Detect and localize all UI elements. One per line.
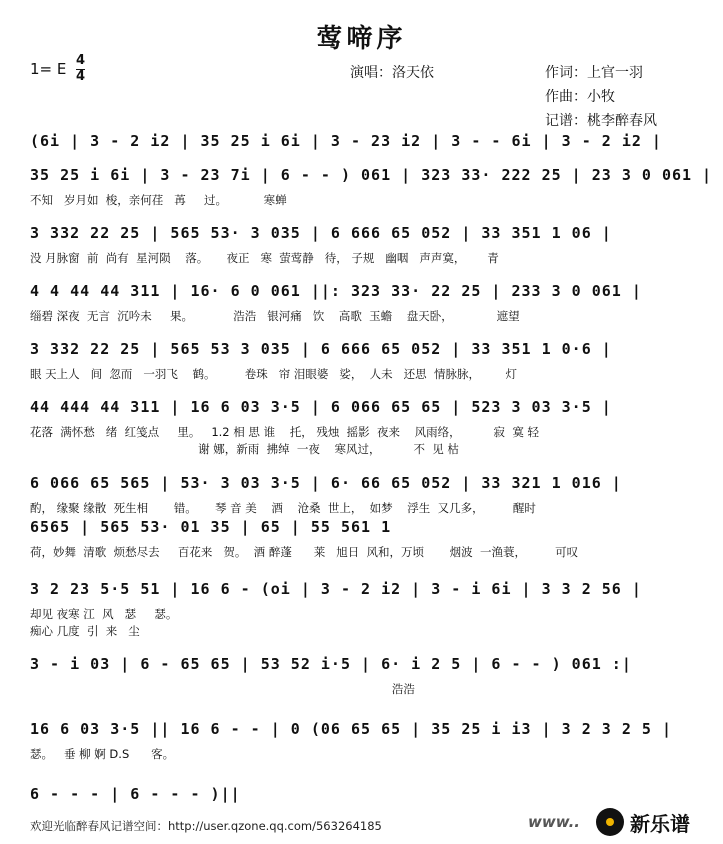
lyric-line: 没 月脉窗 前 尚有 星河陨 落。 夜正 寒 萤莺静 待， 子规 幽咽 声声寞， 青 [30,251,499,265]
score-line: 3 332 22 25 | 565 53 3 035 | 6 666 65 052 | 33 351 1 0·6 | [30,340,612,358]
site-logo [596,806,716,838]
score-line: 3 332 22 25 | 565 53· 3 035 | 6 666 65 052 | 33 351 1 06 | [30,224,612,242]
score-line: 3 - i 03 | 6 - 65 65 | 53 52 i·5 | 6· i 2 5 | 6 - - ) 061 :| [30,655,632,673]
disc-icon [596,808,624,836]
time-top: 4 [76,53,86,68]
score-line: 6565 | 565 53· 01 35 | 65 | 55 561 1 [30,518,392,536]
score-line: 6 - - - | 6 - - - )|| [30,785,241,803]
time-signature [76,54,85,84]
lyric-line: 不知 岁月如 梭，亲何荏 苒 过。 寒蝉 [30,193,287,207]
lyric-line: 却见 夜寒 江 风 瑟 瑟。 [30,607,178,621]
score-line: 6 066 65 565 | 53· 3 03 3·5 | 6· 66 65 052 | 33 321 1 016 | [30,474,622,492]
key-signature: 1= E [30,60,67,78]
lyric-line: 痴心 几度 引 来 尘 [30,624,140,638]
lyric-line: 酌， 缘聚 缘散 死生相 错。 琴 音 美 酒 沧桑 世上， 如梦 浮生 又几多， 醒时 [30,501,536,515]
score-line: 16 6 03 3·5 || 16 6 - - | 0 (06 65 65 | 35 25 i i3 | 3 2 3 2 5 | [30,720,672,738]
lyric-line: 眼 天上人 间 忽而 一羽飞 鹤。 卷珠 帘 泪眼婆 娑， 人未 还思 情脉脉， 灯 [30,367,518,381]
song-title: 莺啼序 [316,24,407,54]
lyricist-credit: 作词：上官一羽 [545,65,643,81]
time-bottom: 4 [76,69,86,84]
score-line: 4 4 44 44 311 | 16· 6 0 061 ||: 323 33· 22 25 | 233 3 0 061 | [30,282,642,300]
score-line: 3 2 23 5·5 51 | 16 6 - (oi | 3 - 2 i2 | 3 - i 6i | 3 3 2 56 | [30,580,642,598]
singer-credit: 演唱：洛天依 [350,65,434,81]
transcriber-credit: 记谱：桃李醉春风 [545,113,657,129]
lyric-line: 瑟。 垂 柳 婀 D.S 客。 [30,747,175,761]
score-line: 44 444 44 311 | 16 6 03 3·5 | 6 066 65 65 | 523 3 03 3·5 | [30,398,612,416]
footer-text: 欢迎光临醉春风记谱空间：http://user.qzone.qq.com/563264185 [30,819,382,833]
score-line: (6i | 3 - 2 i2 | 35 25 i 6i | 3 - 23 i2 | 3 - - 6i | 3 - 2 i2 | [30,132,662,150]
score-line: 35 25 i 6i | 3 - 23 7i | 6 - - ) 061 | 323 33· 222 25 | 23 3 0 061 | [30,166,713,184]
lyric-line: 花落 满怀愁 绪 红笺点 里。 1.2 相 思 谁 托， 残烛 摇影 夜来 风雨络， 寂 寞 轻 [30,425,539,439]
lyric-line: 谢 娜，新雨 拂绰 一夜 寒风过， 不 见 枯 [30,442,459,456]
logo-text: 新乐谱 [630,811,690,836]
composer-credit: 作曲：小牧 [545,89,615,105]
lyric-line: 荷，妙舞 清歌 烦愁尽去 百花来 贺。 酒 醉蓬 莱 旭日 风和，万顷 烟波 一渔蓑， 可叹 [30,545,579,559]
lyric-line: 浩浩 [30,682,415,696]
lyric-line: 缁碧 深夜 无言 沉吟未 果。 浩浩 银河痛 饮 高歌 玉蟾 盘天卧， 遮望 [30,309,520,323]
watermark: www.. [528,813,581,831]
